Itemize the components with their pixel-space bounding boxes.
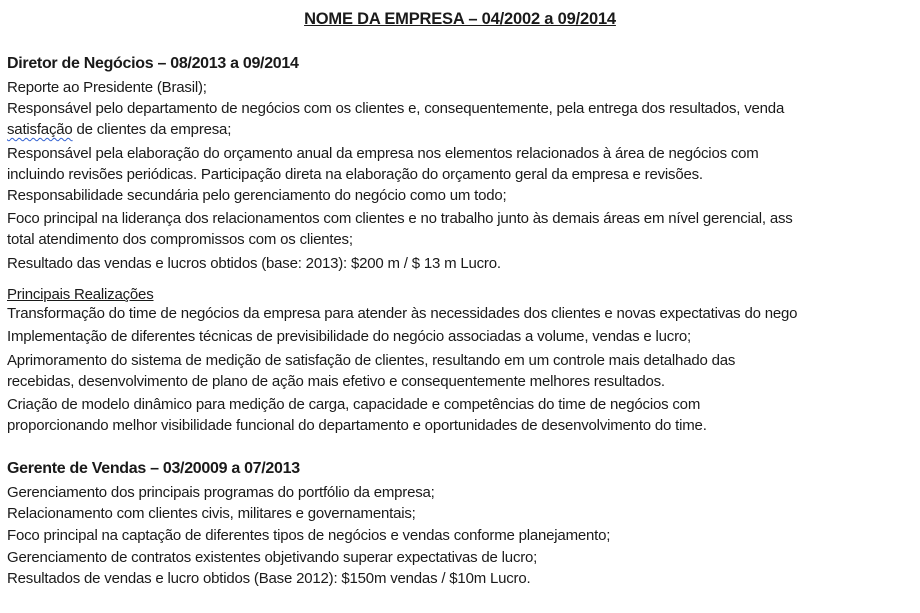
role1-line-6: Responsabilidade secundária pelo gerenciamento do negócio como um todo; [7, 187, 507, 204]
achievement-line-6: proporcionando melhor visibilidade funcional do departamento e oportunidades de desenvolvimento do time. [7, 417, 707, 434]
role1-line-3-rest: de clientes da empresa; [72, 121, 232, 138]
company-title: NOME DA EMPRESA – 04/2002 a 09/2014 [304, 10, 616, 28]
achievement-line-1: Transformação do time de negócios da empresa para atender às necessidades dos clientes e novas expectativas do nego [7, 305, 798, 322]
role1-line-5: incluindo revisões periódicas. Participação direta na elaboração do orçamento geral da empresa e revisões. [7, 166, 703, 183]
role2-line-4: Gerenciamento de contratos existentes objetivando superar expectativas de lucro; [7, 549, 538, 566]
achievements-heading: Principais Realizações [7, 286, 154, 303]
role1-line-7: Foco principal na liderança dos relacionamentos com clientes e no trabalho junto às demais áreas em nível gerencial, ass [7, 210, 793, 227]
role1-line-4: Responsável pela elaboração do orçamento anual da empresa nos elementos relacionados à área de negócios com [7, 145, 759, 162]
role2-line-1: Gerenciamento dos principais programas do portfólio da empresa; [7, 484, 435, 501]
role2-line-5: Resultados de vendas e lucro obtidos (Base 2012): $150m vendas / $10m Lucro. [7, 570, 531, 587]
spellcheck-word: satisfação [7, 121, 73, 138]
role-title-sales-manager: Gerente de Vendas – 03/20009 a 07/2013 [7, 460, 300, 477]
role1-line-9: Resultado das vendas e lucros obtidos (base: 2013): $200 m / $ 13 m Lucro. [7, 255, 501, 272]
role1-line-2: Responsável pelo departamento de negócios com os clientes e, consequentemente, pela entrega dos resultados, venda [7, 100, 785, 117]
role1-line-8: total atendimento dos compromissos com os clientes; [7, 231, 353, 248]
role2-line-2: Relacionamento com clientes civis, militares e governamentais; [7, 505, 416, 522]
role-title-director: Diretor de Negócios – 08/2013 a 09/2014 [7, 55, 299, 72]
role2-line-3: Foco principal na captação de diferentes tipos de negócios e vendas conforme planejamento; [7, 527, 611, 544]
achievement-line-3: Aprimoramento do sistema de medição de satisfação de clientes, resultando em um controle mais detalhado das [7, 352, 736, 369]
achievement-line-2: Implementação de diferentes técnicas de previsibilidade do negócio associadas a volume, vendas e lucro; [7, 328, 691, 345]
achievement-line-5: Criação de modelo dinâmico para medição de carga, capacidade e competências do time de negócios com [7, 396, 701, 413]
achievement-line-4: recebidas, desenvolvimento de plano de ação mais efetivo e consequentemente melhores resultados. [7, 373, 665, 390]
role1-line-1: Reporte ao Presidente (Brasil); [7, 79, 207, 96]
role1-line-3 [7, 121, 231, 139]
